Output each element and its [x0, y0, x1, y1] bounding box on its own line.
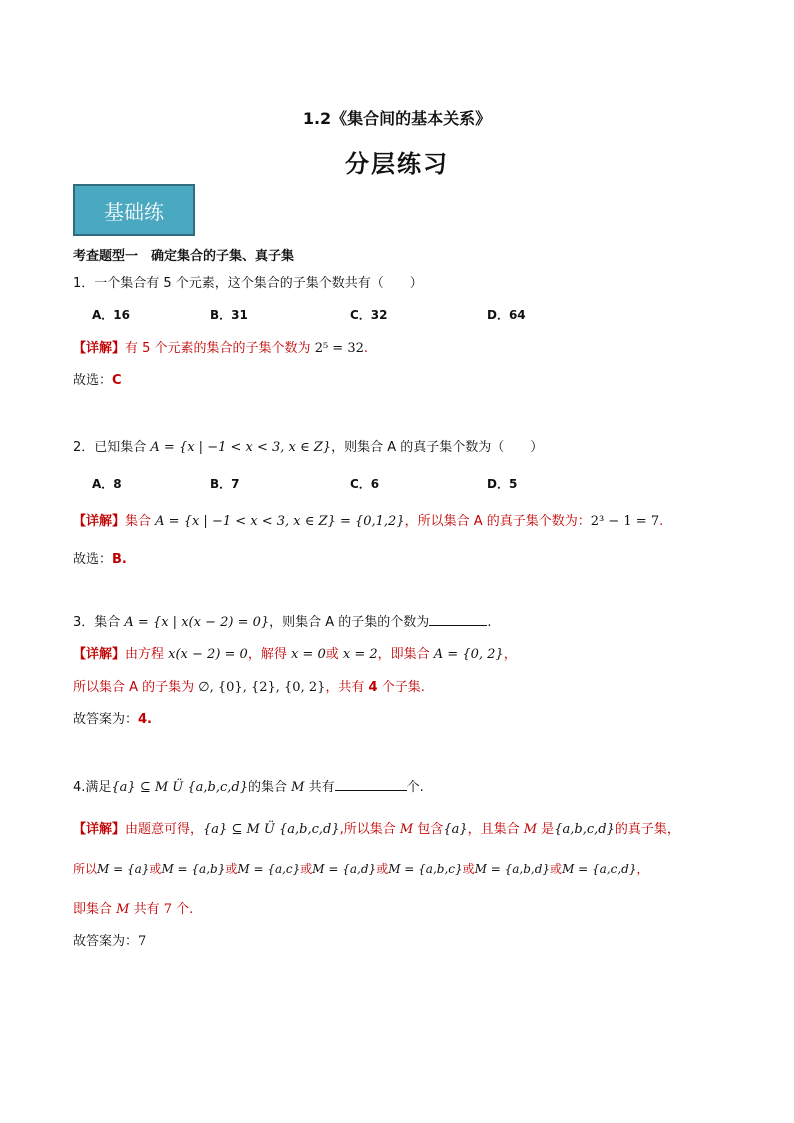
- q3-detail-line-1: [73, 643, 517, 662]
- q4-math: M: [291, 780, 305, 795]
- q3-answer-label: 故答案为：: [73, 712, 139, 727]
- q3-text: ，共有: [325, 680, 369, 695]
- q3-math: ∅, {0}, {2}, {0, 2}: [198, 680, 326, 695]
- q2-detail-text1: 集合: [125, 514, 156, 529]
- q3-math: x = 0: [290, 647, 326, 662]
- q4-text: 共有: [129, 902, 164, 917]
- q3-stem-end: .: [487, 615, 492, 630]
- q4-text: ，: [636, 862, 649, 876]
- q4-math: {a} ⊆ M Ü {a,b,c,d}: [203, 822, 340, 837]
- q2-detail-math1: A = {x | −1 < x < 3, x ∈ Z} = {0,1,2}: [155, 514, 405, 529]
- q4-count: 7: [163, 902, 172, 917]
- question-4-stem: [73, 776, 424, 795]
- q1-answer-label: 故选：: [73, 373, 113, 388]
- q4-set-option: M = {a,b}: [161, 862, 226, 876]
- q4-text: 由题意可得，: [125, 822, 204, 837]
- q3-answer: [73, 708, 152, 727]
- q1-detail-end: .: [363, 341, 369, 356]
- q4-set-option: M = {a,b,c}: [388, 862, 463, 876]
- q1-option-d: D．64: [487, 308, 526, 322]
- detail-tag: 【详解】: [73, 341, 126, 356]
- q4-math: {a} ⊆ M Ü {a,b,c,d}: [111, 780, 249, 795]
- q4-answer-blank: [335, 778, 407, 791]
- question-3-stem: [73, 611, 491, 630]
- q2-detail-end: .: [659, 514, 664, 529]
- q3-text: 或: [325, 647, 343, 662]
- q1-detail-text: 有 5 个元素的集合的子集个数为: [125, 341, 315, 356]
- q4-detail-line-3: [73, 898, 193, 917]
- q1-option-a: A．16: [92, 308, 130, 322]
- q4-text: ，且集合: [467, 822, 524, 837]
- q4-text: 共有: [304, 780, 335, 795]
- document-subtitle: 分层练习: [345, 149, 449, 178]
- q4-set-option: M = {a,c,d}: [562, 862, 637, 876]
- q4-text: 或: [225, 862, 238, 876]
- q4-text: 包含: [413, 822, 444, 837]
- q2-stem-math: A = {x | −1 < x < 3, x ∈ Z}: [150, 440, 332, 455]
- section-heading: 考查题型一 确定集合的子集、真子集: [73, 249, 295, 264]
- level-badge: 基础练: [73, 184, 195, 236]
- q4-answer-label: 故答案为：: [73, 934, 139, 949]
- q2-option-d: D．5: [487, 477, 518, 491]
- q3-text: 由方程: [125, 647, 169, 662]
- q3-text: ，解得: [247, 647, 291, 662]
- q4-math: {a,b,c,d}: [554, 822, 615, 837]
- q4-text: 个.: [172, 902, 194, 917]
- q4-set-option: M = {a}: [97, 862, 150, 876]
- q3-stem-suffix: ，则集合 A 的子集的个数为: [269, 615, 430, 630]
- q2-answer: [73, 548, 127, 567]
- q3-stem-prefix: 3．集合: [73, 615, 125, 630]
- q4-answer: [73, 930, 146, 949]
- q4-text: ,所以集合: [339, 822, 400, 837]
- q1-answer-value: C: [112, 373, 122, 388]
- q3-text: ，: [503, 647, 517, 662]
- detail-tag: 【详解】: [73, 647, 126, 662]
- q4-text: 或: [462, 862, 475, 876]
- q1-detail: [73, 337, 368, 356]
- q4-detail-line-2: [73, 860, 649, 877]
- q3-answer-blank: [429, 613, 487, 626]
- q4-text: 的真子集，: [614, 822, 680, 837]
- q1-option-c: C．32: [350, 308, 388, 322]
- q2-detail-math2: 2³ − 1 = 7: [590, 514, 660, 529]
- q2-answer-value: B.: [112, 552, 127, 567]
- q3-answer-value: 4.: [138, 712, 152, 727]
- q4-text: 所以: [73, 862, 98, 876]
- q3-count: 4: [368, 680, 378, 695]
- q4-text: 或: [149, 862, 162, 876]
- q4-text: 或: [300, 862, 313, 876]
- q3-stem-math: A = {x | x(x − 2) = 0}: [124, 615, 270, 630]
- q4-answer-value: 7: [138, 934, 147, 949]
- q2-detail: [73, 510, 663, 529]
- q1-answer: [73, 369, 122, 388]
- q4-detail-line-1: [73, 818, 680, 837]
- q4-math: {a}: [443, 822, 468, 837]
- q3-text: 个子集.: [377, 680, 425, 695]
- q4-text: 的集合: [248, 780, 292, 795]
- q2-option-a: A．8: [92, 477, 122, 491]
- q1-detail-math: 2⁵ = 32: [314, 341, 364, 356]
- document-title: 1.2《集合间的基本关系》: [302, 109, 492, 128]
- q1-option-b: B．31: [210, 308, 248, 322]
- q4-set-option: M = {a,c}: [237, 862, 301, 876]
- q4-text: 或: [376, 862, 389, 876]
- q4-math: M: [399, 822, 414, 837]
- q4-text: 或: [550, 862, 563, 876]
- q2-option-c: C．6: [350, 477, 380, 491]
- q4-text: 是: [537, 822, 555, 837]
- question-2-stem: [73, 436, 543, 455]
- q4-math: M: [116, 902, 130, 917]
- detail-tag: 【详解】: [73, 514, 126, 529]
- q2-option-b: B．7: [210, 477, 240, 491]
- q3-detail-line-2: [73, 676, 425, 695]
- q4-set-option: M = {a,b,d}: [474, 862, 551, 876]
- q2-stem-suffix: ，则集合 A 的真子集个数为（ ）: [331, 440, 544, 455]
- question-1-stem: 1．一个集合有 5 个元素，这个集合的子集个数共有（ ）: [73, 276, 423, 291]
- detail-tag: 【详解】: [73, 822, 126, 837]
- q4-text: 即集合: [73, 902, 117, 917]
- q3-math: A = {0, 2}: [433, 647, 504, 662]
- q3-text: 所以集合 A 的子集为: [73, 680, 199, 695]
- q2-detail-text2: ，所以集合 A 的真子集个数为：: [404, 514, 591, 529]
- q4-set-option: M = {a,d}: [312, 862, 377, 876]
- q3-math: x(x − 2) = 0: [168, 647, 248, 662]
- q3-math: x = 2: [342, 647, 378, 662]
- q4-text: 4.满足: [73, 780, 112, 795]
- q2-stem-prefix: 2．已知集合: [73, 440, 151, 455]
- q3-text: ，即集合: [377, 647, 434, 662]
- q4-math: M: [523, 822, 538, 837]
- q2-answer-label: 故选：: [73, 552, 113, 567]
- q4-text: 个.: [406, 780, 424, 795]
